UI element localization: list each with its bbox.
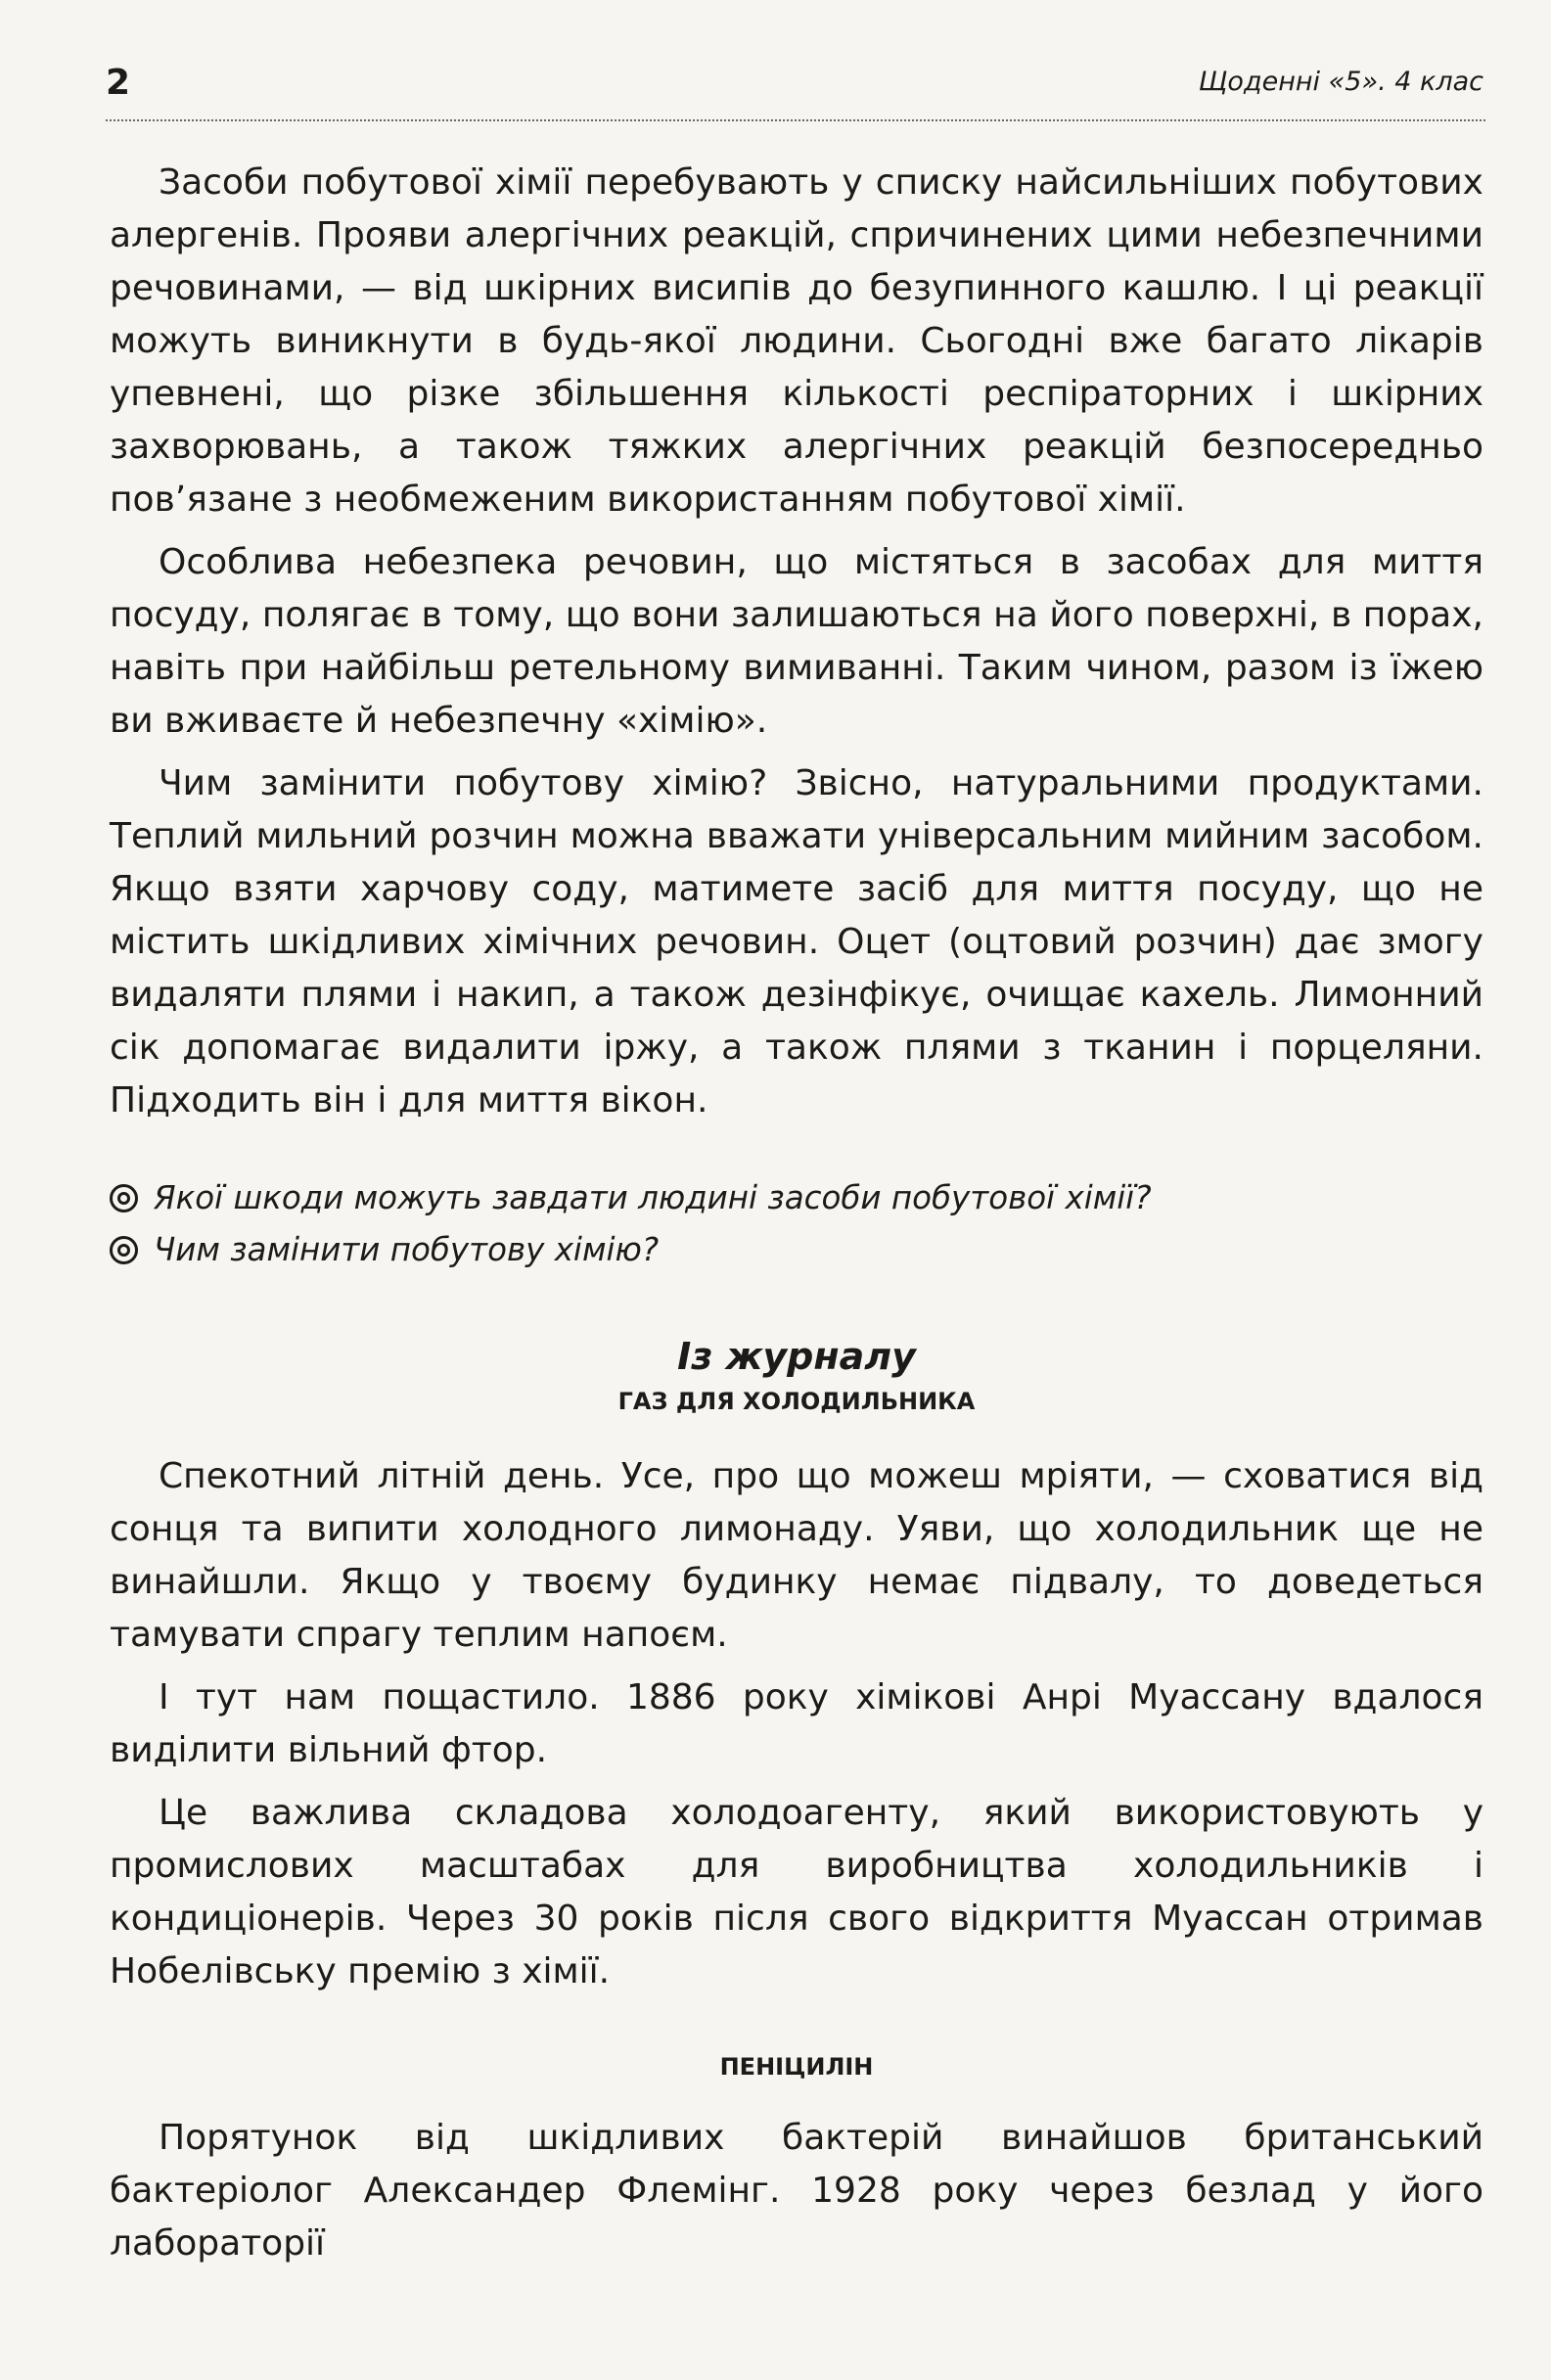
bullseye-icon: [110, 1184, 138, 1213]
question-text: Чим замінити побутову хімію?: [154, 1231, 660, 1268]
paragraph: Спекотний літній день. Усе, про що можеш мріяти, — сховатися від сонця та випити холодного лимонаду. Уяви, що холодильник ще не винайшли. Якщо у твоєму будинку немає підвалу, то доведеться тамувати спрагу теплим напоєм.: [110, 1456, 1483, 1655]
page-header: [106, 59, 1485, 121]
article-heading: ПЕНІЦИЛІН: [719, 2053, 874, 2081]
paragraph: І тут нам пощастило. 1886 року хімікові Анрі Муассану вдалося виділити вільний фтор.: [110, 1677, 1483, 1770]
page-content: [110, 157, 1483, 2270]
paragraph: Засоби побутової хімії перебувають у списку найсильніших побутових алергенів. Прояви алергічних реакцій, спричинених цими небезпечними речовинами, — від шкірних висипів до безупинного кашлю. І ці реакції можуть виникнути в будь-якої людини. Сьогодні вже багато лікарів упевнені, що різке збільшення кількості респіраторних і шкірних захворювань, а також тяжких алергічних реакцій безпосередньо пов’язане з необмеженим використанням побутової хімії.: [110, 162, 1483, 520]
question-item: [110, 1172, 1483, 1224]
bullseye-icon: [110, 1236, 138, 1264]
paragraph: Особлива небезпека речовин, що містяться в засобах для миття посуду, полягає в тому, що вони залишаються на його поверхні, в порах, навіть при найбільш ретельному вимиванні. Таким чином, разом із їжею ви вживаєте й небезпечну «хімію».: [110, 542, 1483, 741]
question-item: [110, 1224, 1483, 1276]
paragraph: Чим замінити побутову хімію? Звісно, натуральними продуктами. Теплий мильний розчин можна вважати універсальним мийним засобом. Якщо взяти харчову соду, матимете засіб для миття посуду, що не містить шкідливих хімічних речовин. Оцет (оцтовий розчин) дає змогу видаляти плями і накип, а також дезінфікує, очищає кахель. Лимонний сік допомагає видалити іржу, а також плями з тканин і порцеляни. Підходить він і для миття вікон.: [110, 763, 1483, 1121]
paragraph: Порятунок від шкідливих бактерій винайшов британський бактеріолог Александер Флемінг. 1928 року через безлад у його лабораторії: [110, 2118, 1483, 2264]
running-title: Щоденні «5». 4 клас: [1198, 67, 1483, 97]
paragraph: Це важлива складова холодоагенту, який використовують у промислових масштабах для виробництва холодильників і кондиціонерів. Через 30 років після свого відкриття Муассан отримав Нобелівську премію з хімії.: [110, 1793, 1483, 1991]
page-number: 2: [106, 63, 131, 103]
section-title: Із журналу: [677, 1335, 916, 1378]
questions-list: [110, 1172, 1483, 1276]
question-text: Якої шкоди можуть завдати людині засоби побутової хімії?: [154, 1179, 1152, 1216]
article-heading: ГАЗ ДЛЯ ХОЛОДИЛЬНИКА: [617, 1388, 976, 1415]
